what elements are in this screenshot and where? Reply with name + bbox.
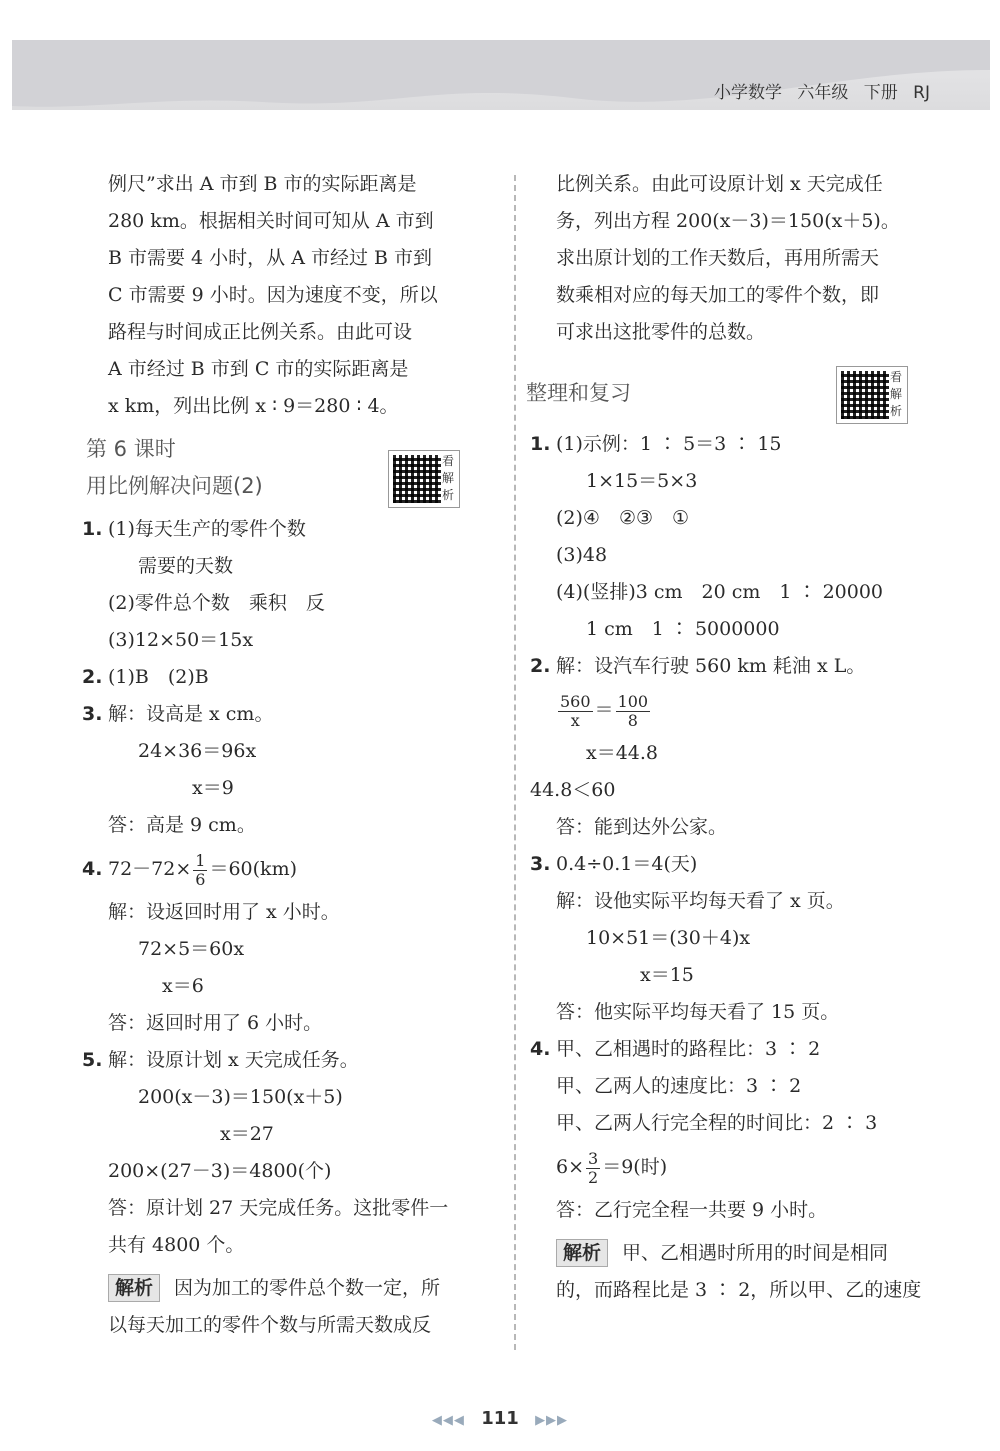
left-intro-line: B 市需要 4 小时，从 A 市经过 B 市到 <box>108 247 433 269</box>
lesson-subtitle: 用比例解决问题(2) <box>86 474 263 498</box>
question-number: 1. <box>82 518 103 540</box>
right-intro-line: 数乘相对应的每天加工的零件个数，即 <box>556 284 880 306</box>
right-q1-line3: (2)④ ②③ ① <box>556 507 690 529</box>
review-section-title: 整理和复习 <box>526 381 631 405</box>
right-q4-line3: 甲、乙两人行完全程的时间比：2 ∶ 3 <box>556 1112 878 1134</box>
right-column <box>526 166 936 1309</box>
question-number: 2. <box>530 655 551 677</box>
right-q1-line5: (4)(竖排)3 cm 20 cm 1 ∶ 20000 <box>556 581 884 603</box>
fraction: $\frac{560}{x}$ <box>560 691 591 730</box>
right-q3-line1: 3. 0.4÷0.1＝4(天) <box>556 846 936 883</box>
right-q1-line6: 1 cm 1 ∶ 5000000 <box>586 618 780 640</box>
left-q4-line1: 4. 72－72× $\frac{1}{6}$ ＝60(km) <box>108 844 486 894</box>
right-q2-line5: 答：能到达外公家。 <box>556 816 728 838</box>
left-analysis-line2: 以每天加工的零件个数与所需天数成反 <box>108 1314 432 1336</box>
left-intro-line: C 市需要 9 小时。因为速度不变，所以 <box>108 284 438 306</box>
right-intro-line: 务，列出方程 200(x－3)＝150(x＋5)。 <box>556 210 900 232</box>
right-q2-proportion: $\frac{560}{x}$ ＝ $\frac{100}{8}$ <box>560 691 649 730</box>
right-q3-line3: 10×51＝(30＋4)x <box>586 927 751 949</box>
right-q4-line1: 4. 甲、乙相遇时的路程比：3 ∶ 2 <box>556 1031 936 1068</box>
left-q5-line4: 200×(27－3)＝4800(个) <box>108 1160 332 1182</box>
right-analysis-line2: 的，而路程比是 3 ∶ 2，所以甲、乙的速度 <box>556 1279 922 1301</box>
right-intro-line: 比例关系。由此可设原计划 x 天完成任 <box>556 173 883 195</box>
left-q4-line3: 72×5＝60x <box>138 938 245 960</box>
left-q3-line2: 24×36＝96x <box>138 740 257 762</box>
left-q5-line5: 答：原计划 27 天完成任务。这批零件一 <box>108 1197 449 1219</box>
left-q1-line2: 需要的天数 <box>138 555 234 577</box>
prev-arrows-icon: ◀◀◀ <box>431 1413 465 1428</box>
right-q2-line4: 44.8＜60 <box>530 779 616 801</box>
page-footer <box>0 1408 1000 1429</box>
right-q3-line2: 解：设他实际平均每天看了 x 页。 <box>556 890 845 912</box>
right-q2-line3: x＝44.8 <box>586 742 659 764</box>
question-number: 5. <box>82 1049 103 1071</box>
question-number: 3. <box>530 853 551 875</box>
right-intro-line: 可求出这批零件的总数。 <box>556 321 766 343</box>
left-q4-line5: 答：返回时用了 6 小时。 <box>108 1012 323 1034</box>
left-intro-line: A 市经过 B 市到 C 市的实际距离是 <box>108 358 409 380</box>
fraction: $\frac{100}{8}$ <box>617 691 649 730</box>
left-q5-line1: 5. 解：设原计划 x 天完成任务。 <box>108 1042 486 1079</box>
header-subject: 小学数学 <box>713 83 782 103</box>
qr-code-icon <box>841 371 889 419</box>
left-intro-line: x km，列出比例 x ∶ 9＝280 ∶ 4。 <box>108 395 399 417</box>
left-q5-line3: x＝27 <box>220 1123 274 1145</box>
right-q3-line5: 答：他实际平均每天看了 15 页。 <box>556 1001 840 1023</box>
right-q3-line4: x＝15 <box>640 964 694 986</box>
right-q4-line4: 6× $\frac{3}{2}$ ＝9(时) <box>556 1148 668 1187</box>
right-q1-line1: 1. (1)示例：1 ∶ 5＝3 ∶ 15 <box>556 426 936 463</box>
qr-label: 看解析 <box>442 454 455 502</box>
header-edition: RJ <box>913 83 930 103</box>
right-q4-line2: 甲、乙两人的速度比：3 ∶ 2 <box>556 1075 802 1097</box>
question-number: 2. <box>82 666 103 688</box>
qr-code-icon <box>393 455 441 503</box>
page-number: 111 <box>481 1408 519 1429</box>
left-q5-line6: 共有 4800 个。 <box>108 1234 245 1256</box>
qr-code-right[interactable] <box>836 366 908 424</box>
left-analysis-line1: 解析 因为加工的零件总个数一定，所 <box>108 1270 486 1307</box>
header-grade: 六年级 <box>797 83 849 103</box>
left-q2: 2. (1)B (2)B <box>108 659 486 696</box>
question-number: 4. <box>530 1038 551 1060</box>
left-q1-line1: 1. (1)每天生产的零件个数 <box>108 511 486 548</box>
left-q3-line1: 3. 解：设高是 x cm。 <box>108 696 486 733</box>
question-number: 1. <box>530 433 551 455</box>
left-q1-line4: (3)12×50＝15x <box>108 629 254 651</box>
lesson-title: 第 6 课时 <box>86 437 176 461</box>
right-q2-line1: 2. 解：设汽车行驶 560 km 耗油 x L。 <box>556 648 936 685</box>
right-intro-line: 求出原计划的工作天数后，再用所需天 <box>556 247 880 269</box>
question-number: 3. <box>82 703 103 725</box>
left-q4-line4: x＝6 <box>162 975 204 997</box>
left-q5-line2: 200(x－3)＝150(x＋5) <box>138 1086 343 1108</box>
left-intro-line: 路程与时间成正比例关系。由此可设 <box>108 321 413 343</box>
right-q4-line5: 答：乙行完全程一共要 9 小时。 <box>556 1199 828 1221</box>
qr-label: 看解析 <box>890 370 903 418</box>
left-q1-line3: (2)零件总个数 乘积 反 <box>108 592 325 614</box>
left-q4-line2: 解：设返回时用了 x 小时。 <box>108 901 340 923</box>
left-intro-line: 280 km。根据相关时间可知从 A 市到 <box>108 210 434 232</box>
right-q1-line2: 1×15＝5×3 <box>586 470 698 492</box>
right-analysis-line1: 解析 甲、乙相遇时所用的时间是相同 <box>556 1235 936 1272</box>
analysis-tag: 解析 <box>556 1239 608 1267</box>
fraction: $\frac{1}{6}$ <box>195 850 206 889</box>
next-arrows-icon: ▶▶▶ <box>535 1413 569 1428</box>
left-q3-line3: x＝9 <box>192 777 234 799</box>
column-divider <box>514 175 516 1350</box>
question-number: 4. <box>82 858 103 880</box>
header-volume: 下册 <box>863 83 898 103</box>
left-intro-line: 例尺”求出 A 市到 B 市的实际距离是 <box>108 173 417 195</box>
fraction: $\frac{3}{2}$ <box>588 1148 599 1187</box>
qr-code-left[interactable] <box>388 450 460 508</box>
header-info <box>704 78 930 103</box>
analysis-tag: 解析 <box>108 1274 160 1302</box>
right-q1-line4: (3)48 <box>556 544 608 566</box>
left-q3-line4: 答：高是 9 cm。 <box>108 814 256 836</box>
left-column <box>82 166 486 1344</box>
